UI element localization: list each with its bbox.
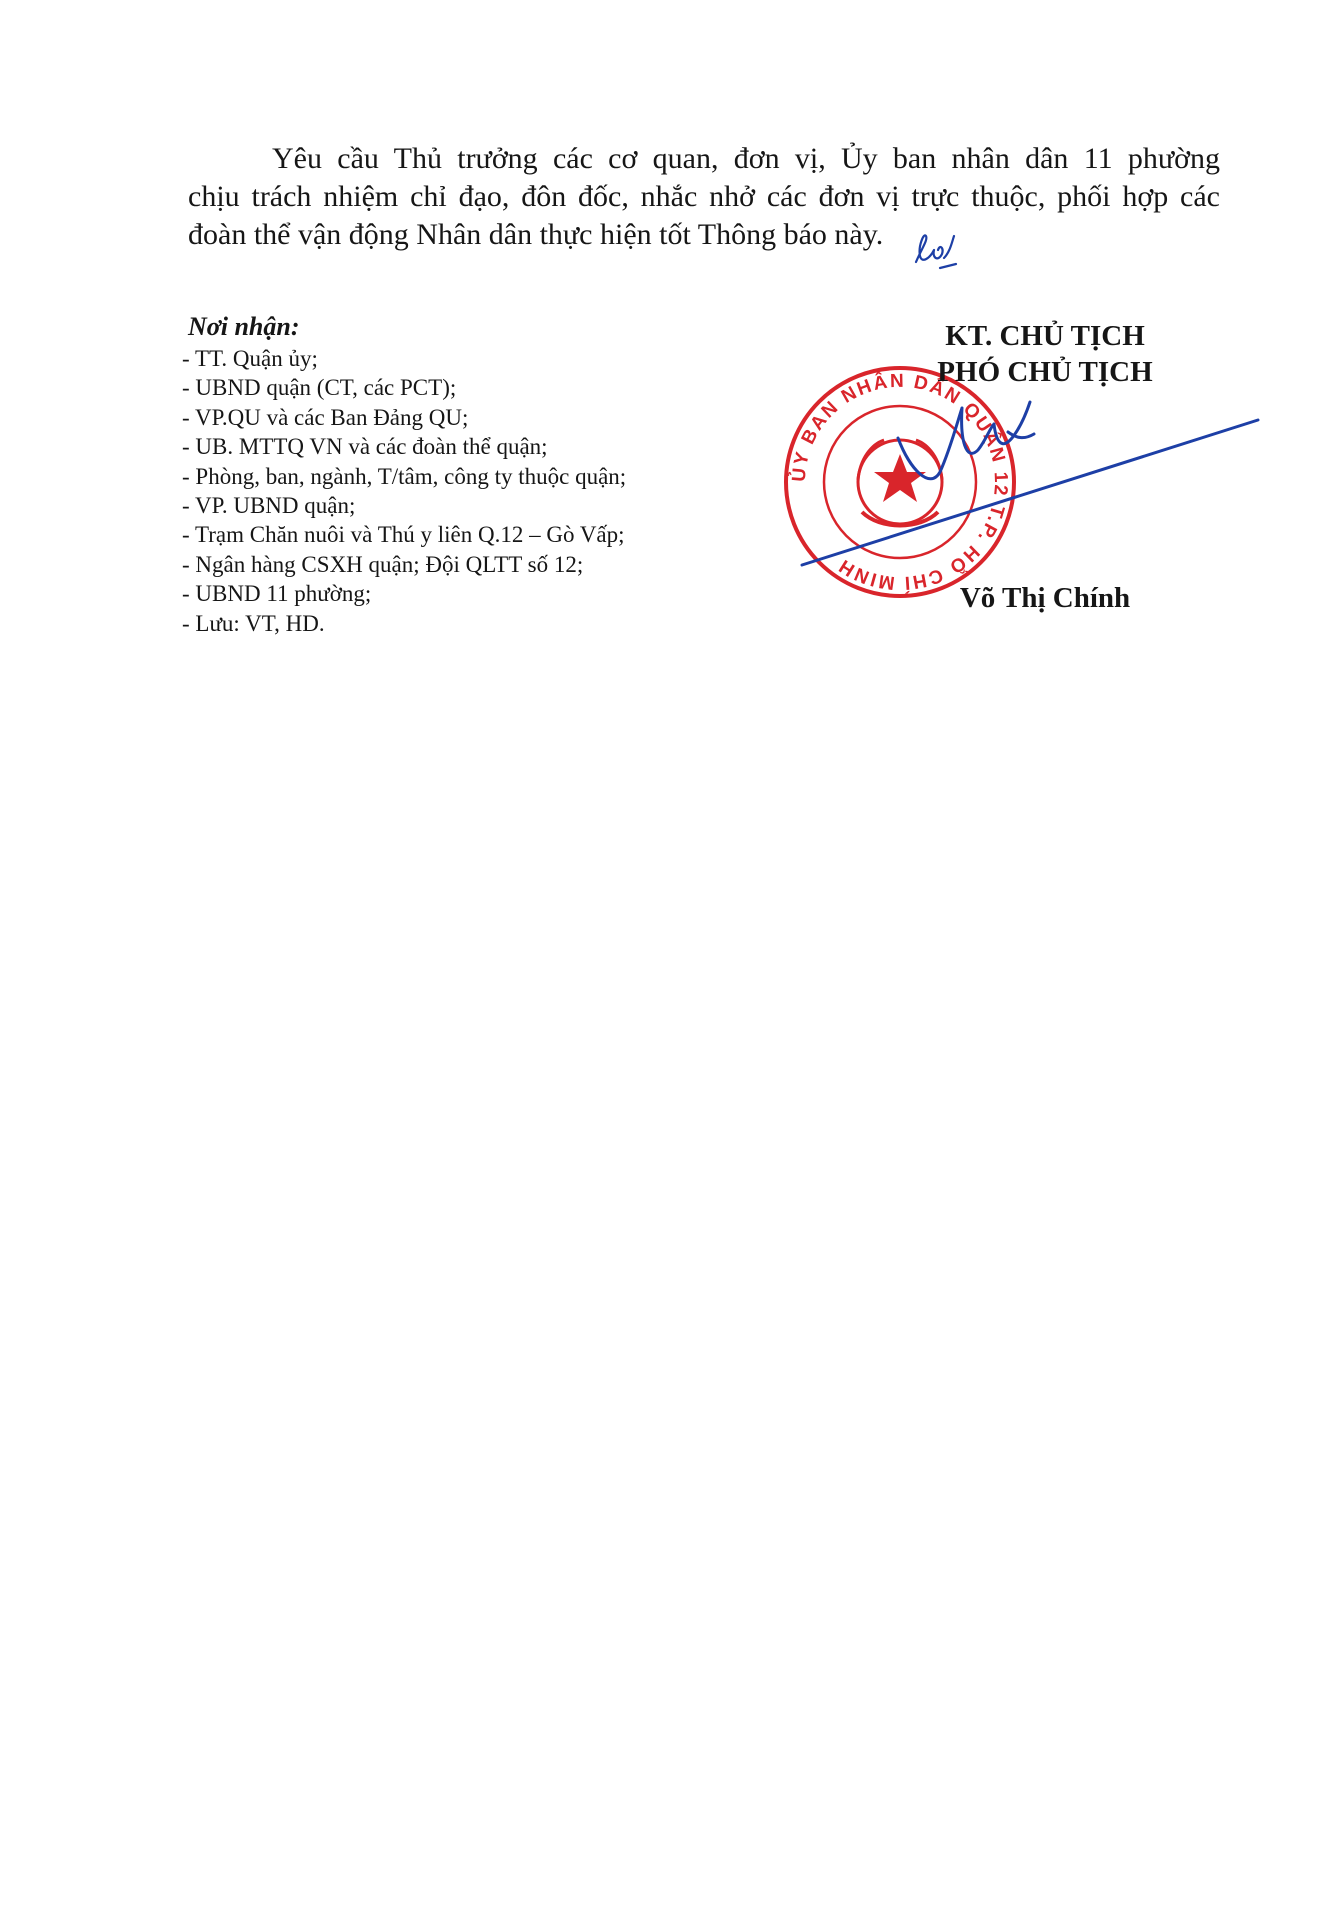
recipient-item: - Lưu: VT, HD. (182, 610, 325, 636)
signer-position-2: PHÓ CHỦ TỊCH (937, 356, 1153, 388)
recipient-item: - VP.QU và các Ban Đảng QU; (182, 404, 469, 430)
recipient-item: - VP. UBND quận; (182, 493, 356, 519)
recipients-title: Nơi nhận: (188, 312, 300, 341)
handwritten-signature (780, 380, 1280, 580)
signer-name: Võ Thị Chính (959, 582, 1131, 614)
recipient-item: - UB. MTTQ VN và các đoàn thể quận; (182, 434, 548, 460)
recipient-item: - Trạm Chăn nuôi và Thú y liên Q.12 – Gò Vấp; (182, 522, 625, 548)
recipient-item: - UBND quận (CT, các PCT); (182, 375, 457, 401)
recipient-item: - Ngân hàng CSXH quận; Đội QLTT số 12; (182, 551, 584, 577)
recipients-list (182, 344, 742, 638)
paragraph-line-2: chịu trách nhiệm chỉ đạo, đôn đốc, nhắc nhở các đơn vị trực thuộc, phối hợp các (188, 180, 1220, 213)
initials-mark (910, 228, 960, 274)
seal-text: ỦY BAN NHÂN DÂN QUẬN 12 T.P. HỒ CHÍ MINH (788, 370, 1012, 594)
recipients-section (182, 312, 742, 638)
paragraph-line-1: Yêu cầu Thủ trưởng các cơ quan, đơn vị, Ủy ban nhân dân 11 phường (272, 142, 1220, 175)
recipient-item: - Phòng, ban, ngành, T/tâm, công ty thuộc quận; (182, 463, 627, 489)
signer-position-1: KT. CHỦ TỊCH (945, 320, 1145, 352)
recipient-item: - TT. Quận ủy; (182, 346, 318, 371)
recipient-item: - UBND 11 phường; (182, 581, 372, 607)
paragraph-line-3: đoàn thể vận động Nhân dân thực hiện tốt Thông báo này. (188, 218, 884, 251)
closing-paragraph (188, 140, 1220, 254)
